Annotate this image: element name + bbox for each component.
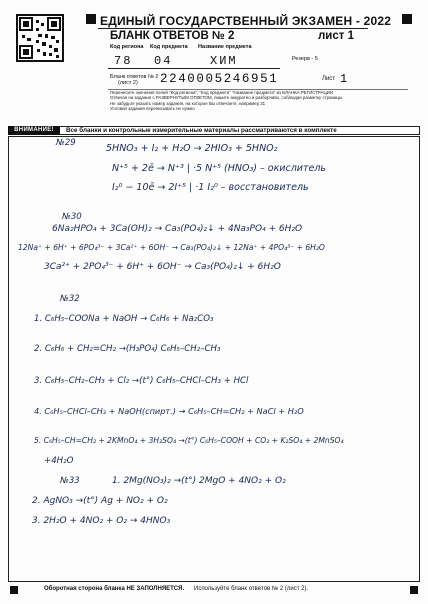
instruction-line: Перенесите значения полей "Код региона", "Код предмета" "Название предмета" из БЛАНКА РЕГИСТРАЦИИ: [110, 90, 334, 95]
qr-code: [16, 14, 64, 62]
answer-line: 2. AgNO₃ →(t°) Ag + NO₂ + O₂: [32, 496, 168, 506]
sheet-word: Лист: [322, 76, 336, 82]
subject-code-label: Код предмета: [150, 44, 188, 50]
alignment-marker: [402, 14, 412, 24]
attention-text: Все бланки и контрольные измерительные материалы рассматриваются в комплекте: [66, 127, 337, 134]
answer-line: 12Na⁺ + 6H⁺ + 6PO₄³⁻ + 3Ca²⁺ + 6OH⁻ → Ca₃(PO₄)₂↓ + 12Na⁺ + 4PO₄³⁻ + 6H₂O: [18, 243, 325, 252]
alignment-marker: [86, 14, 96, 24]
form2-code-sublabel: (лист 2): [118, 80, 138, 86]
answer-line: I₂⁰ − 10ē → 2I⁺⁵ | ·1 I₂⁰ – восстановитель: [112, 182, 309, 193]
answer-line: 6Na₂HPO₄ + 3Ca(OH)₂ → Ca₃(PO₄)₂↓ + 4Na₃PO₄ + 6H₂O: [52, 224, 303, 234]
answer-line: 3Ca²⁺ + 2PO₄³⁻ + 6H⁺ + 6OH⁻ → Ca₃(PO₄)₂↓ + 6H₂O: [44, 262, 281, 272]
instruction-line: Не забудьте указать номер задания, на которое Вы отвечаете, например 31: [110, 100, 266, 106]
attention-label: ВНИМАНИЕ!: [8, 126, 60, 135]
region-code-value: 78: [114, 54, 133, 68]
answer-line: 1. 2Mg(NO₃)₂ →(t°) 2MgO + 4NO₂ + O₂: [112, 476, 286, 486]
answer-line: N⁺⁵ + 2ē → N⁺³ | ·5 N⁺⁵ (HNO₃) – окислитель: [112, 163, 327, 174]
instructions: [110, 90, 410, 112]
alignment-marker: [410, 586, 418, 594]
reserve-label: Резерв - 5: [292, 56, 318, 62]
answer-line: +4H₂O: [44, 456, 74, 466]
answer-line: 3. 2H₂O + 4NO₂ + O₂ → 4HNO₃: [32, 516, 171, 526]
answer-line: 5. C₆H₅–CH=CH₂ + 2KMnO₄ + 3H₂SO₄ →(t°) C₆H₅–COOH + CO₂ + K₂SO₄ + 2MnSO₄: [34, 436, 344, 445]
question-number: №32: [60, 294, 80, 304]
header-rule: [98, 28, 368, 29]
codes-rule: [108, 68, 280, 69]
answer-line: 3. C₆H₅–CH₂–CH₃ + Cl₂ →(t°) C₆H₅–CHCl–CH₃ + HCl: [34, 376, 249, 386]
question-number: №33: [60, 476, 80, 486]
form-title: БЛАНК ОТВЕТОВ № 2: [110, 30, 235, 42]
exam-title: ЕДИНЫЙ ГОСУДАРСТВЕННЫЙ ЭКЗАМЕН - 2022: [100, 14, 392, 28]
alignment-marker: [10, 586, 18, 594]
question-number: №29: [56, 138, 76, 148]
instruction-line: Условия задания переписывать не нужно: [110, 106, 195, 112]
sheet-label: лист 1: [318, 30, 354, 42]
instruction-line: Отвечая на задания с РАЗВЕРНУТЫМ ОТВЕТОМ, пишите аккуратно и разборчиво, соблюдая разметку страницы: [110, 95, 343, 101]
answer-line: 4. C₆H₅–CHCl–CH₃ + NaOH(спирт.) → C₆H₅–CH=CH₂ + NaCl + H₂O: [34, 406, 304, 416]
footer-bold-text: Оборотная сторона бланка НЕ ЗАПОЛНЯЕТСЯ.: [44, 586, 185, 592]
subject-code-value: 04: [154, 54, 173, 68]
instructions-rule: [108, 89, 408, 90]
answer-line: 1. C₆H₅–COONa + NaOH → C₆H₆ + Na₂CO₃: [34, 314, 214, 324]
form-number: 2240005246951: [160, 72, 279, 86]
question-number: №30: [62, 212, 82, 222]
answer-line: 5HNO₃ + I₂ + H₂O → 2HIO₃ + 5HNO₂: [106, 143, 278, 154]
form2-code-label: Бланк ответов № 2: [110, 74, 159, 80]
region-code-label: Код региона: [110, 44, 144, 50]
sheet-number: 1: [340, 72, 350, 86]
subject-name-label: Название предмета: [198, 44, 252, 50]
answer-line: 2. C₆H₆ + CH₂=CH₂ →(H₃PO₄) C₆H₅–CH₂–CH₃: [34, 344, 221, 354]
subject-name-value: ХИМ: [210, 54, 238, 68]
footer-text: Используйте бланк ответов № 2 (лист 2).: [194, 586, 309, 592]
